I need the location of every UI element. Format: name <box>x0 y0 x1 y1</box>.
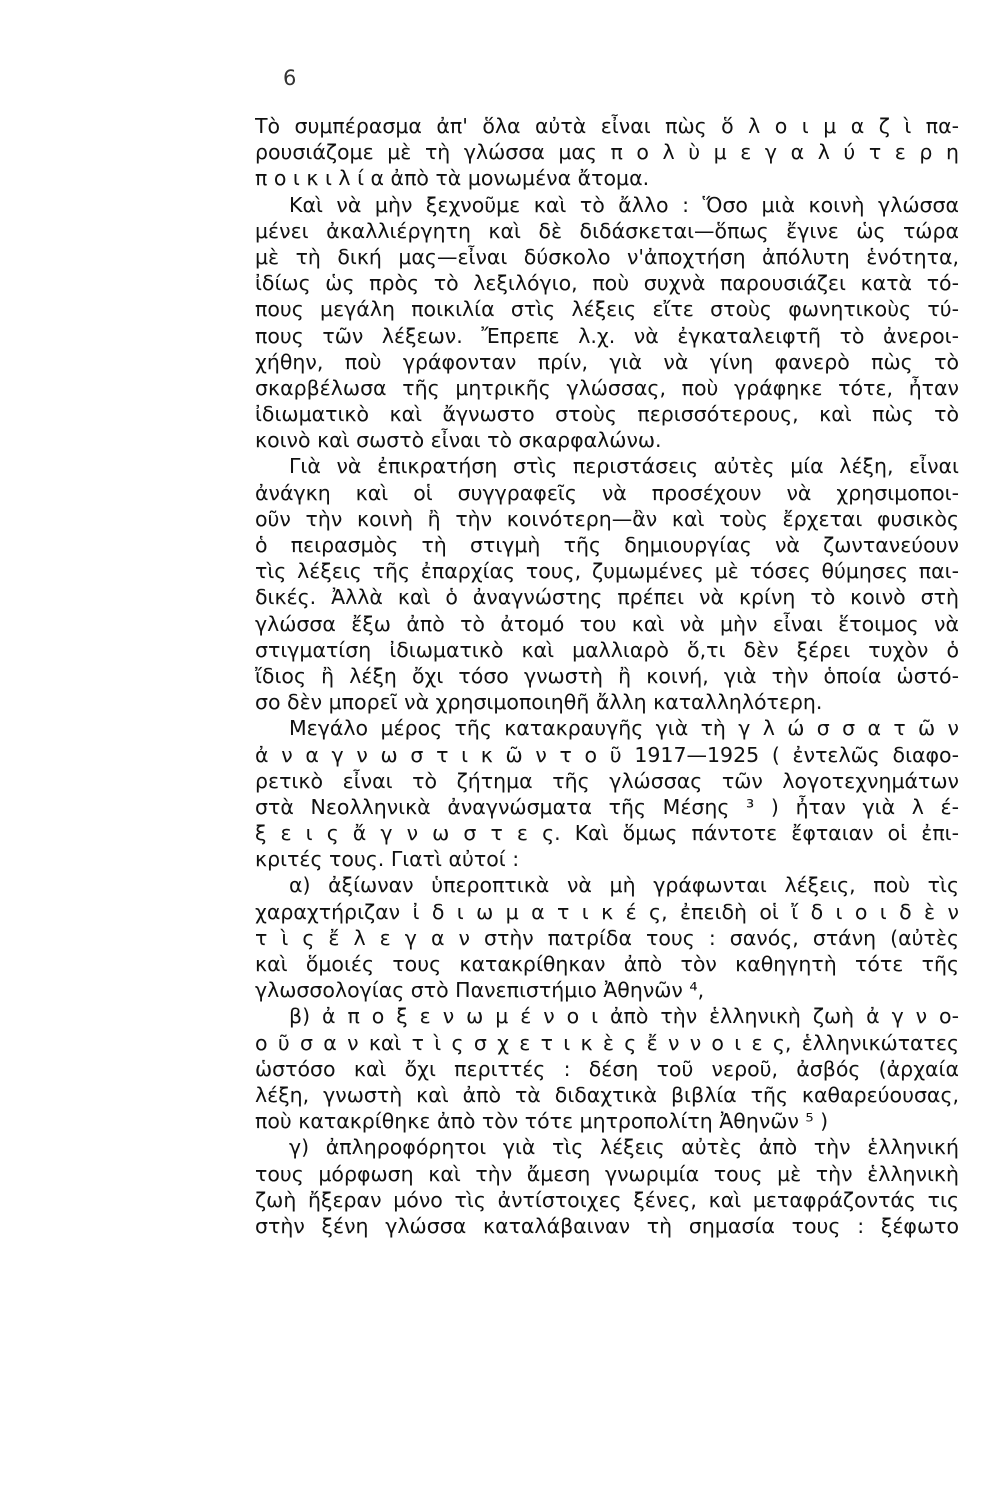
text-line: ζωὴ ἤξεραν μόνο τὶς ἀντίστοιχες ξένες, καὶ μεταφράζοντάς τις <box>255 1187 959 1212</box>
text-line: ἰδιωματικὸ καὶ ἄγνωστο στοὺς περισσότερους, καὶ πὼς τὸ <box>255 402 959 427</box>
text-line: τὶς λέξεις τῆς ἐπαρχίας τους, ζυμωμένες μὲ τόσες θύμησες παι- <box>255 559 959 584</box>
text-line: τους μόρφωση καὶ τὴν ἄμεση γνωριμία τους μὲ τὴν ἑλληνικὴ <box>255 1161 959 1186</box>
text-line: γλώσσα ἔξω ἀπὸ τὸ ἀτομό του καὶ νὰ μὴν εἶναι ἕτοιμος νὰ <box>255 611 959 636</box>
text-line: σο δὲν μπορεῖ νὰ χρησιμοποιηθῆ ἄλλη καταλληλότερη. <box>255 690 823 715</box>
text-line: κοινὸ καὶ σωστὸ εἶναι τὸ σκαρφαλώνω. <box>255 428 662 453</box>
text-line: μένει ἀκαλλιέργητη καὶ δὲ διδάσκεται—ὅπως ἔγινε ὡς τώρα <box>255 218 959 243</box>
text-line: ἀ ν α γ ν ω σ τ ι κ ῶ ν τ ο ῦ 1917—1925 ( ἐντελῶς διαφο- <box>255 742 959 767</box>
text-line: ὁ πειρασμὸς τὴ στιγμὴ τῆς δημιουργίας νὰ ζωντανεύουν <box>255 533 959 557</box>
text-line: μὲ τὴ δική μας—εἶναι δύσκολο ν'ἀποχτήση ἀπόλυτη ἑνότητα, <box>255 244 959 269</box>
text-line: χαραχτήριζαν ἰ δ ι ω μ α τ ι κ έ ς, ἐπειδὴ οἱ ἴ δ ι ο ι δ ὲ ν <box>255 899 959 924</box>
text-line: ο ῦ σ α ν καὶ τ ὶ ς σ χ ε τ ι κ ὲ ς ἔ ν ν ο ι ε ς, ἑλληνικώτατες <box>255 1030 959 1055</box>
text-line: στὴν ξένη γλώσσα καταλάβαιναν τὴ σημασία τους : ξέφωτο <box>255 1213 959 1238</box>
text-line: οῦν τὴν κοινὴ ἢ τὴν κοινότερη—ἂν καὶ τοὺς ἔρχεται φυσικὸς <box>255 506 959 531</box>
text-line: σκαρβέλωσα τῆς μητρικῆς γλώσσας, ποὺ γράφηκε τότε, ἦταν <box>255 375 959 400</box>
page-number: 6 <box>283 66 297 90</box>
text-line: πους μεγάλη ποικιλία στὶς λέξεις εἴτε στοὺς φωνητικοὺς τύ- <box>255 297 959 322</box>
text-line: ρουσιάζομε μὲ τὴ γλώσσα μας π ο λ ὺ μ ε γ α λ ύ τ ε ρ η <box>255 140 959 165</box>
text-line: χήθην, ποὺ γράφονταν πρίν, γιὰ νὰ γίνη φανερὸ πὼς τὸ <box>255 349 959 374</box>
text-line: ποὺ κατακρίθηκε ἀπὸ τὸν τότε μητροπολίτη Ἀθηνῶν ⁵ ) <box>255 1109 829 1134</box>
text-line: γ) ἀπληροφόρητοι γιὰ τὶς λέξεις αὐτὲς ἀπὸ τὴν ἑλληνική <box>289 1135 959 1160</box>
text-line: ἀνάγκη καὶ οἱ συγγραφεῖς νὰ προσέχουν νὰ χρησιμοποι- <box>255 480 959 505</box>
text-line: ὡστόσο καὶ ὄχι περιττές : δέση τοῦ νεροῦ, ἀσβός (ἀρχαία <box>255 1056 959 1081</box>
text-line: Τὸ συμπέρασμα ἀπ' ὅλα αὐτὰ εἶναι πὼς ὅ λ ο ι μ α ζ ὶ πα- <box>255 114 959 138</box>
text-line: ἴδιος ἢ λέξη ὄχι τόσο γνωστὴ ἢ κοινή, γιὰ τὴν ὁποία ὡστό- <box>255 663 959 688</box>
text-line: α) ἀξίωναν ὑπεροπτικὰ νὰ μὴ γράφωνται λέξεις, ποὺ τὶς <box>289 873 959 898</box>
text-line: β) ἀ π ο ξ ε ν ω μ έ ν ο ι ἀπὸ τὴν ἑλληνικὴ ζωὴ ἀ γ ν ο- <box>289 1004 959 1029</box>
text-line: Γιὰ νὰ ἐπικρατήση στὶς περιστάσεις αὐτὲς μία λέξη, εἶναι <box>289 454 959 479</box>
text-line: πους τῶν λέξεων. Ἔπρεπε λ.χ. νὰ ἐγκαταλειφτῆ τὸ ἀνεροι- <box>255 323 959 348</box>
text-line: λέξη, γνωστὴ καὶ ἀπὸ τὰ διδαχτικὰ βιβλία τῆς καθαρεύουσας, <box>255 1082 959 1107</box>
text-line: Καὶ νὰ μὴν ξεχνοῦμε καὶ τὸ ἄλλο : Ὅσο μιὰ κοινὴ γλώσσα <box>289 192 959 217</box>
text-line: δικές. Ἀλλὰ καὶ ὁ ἀναγνώστης πρέπει νὰ κρίνη τὸ κοινὸ στὴ <box>255 585 959 610</box>
text-line: ξ ε ι ς ἄ γ ν ω σ τ ε ς. Καὶ ὅμως πάντοτε ἔφταιαν οἱ ἐπι- <box>255 821 959 846</box>
text-line: π ο ι κ ι λ ί α ἀπὸ τὰ μονωμένα ἄτομα. <box>255 166 650 191</box>
text-line: στιγματίση ἰδιωματικὸ καὶ μαλλιαρὸ ὅ,τι δὲν ξέρει τυχὸν ὁ <box>255 637 959 662</box>
text-line: γλωσσολογίας στὸ Πανεπιστήμιο Ἀθηνῶν ⁴, <box>255 978 705 1003</box>
text-line: στὰ Νεολληνικὰ ἀναγνώσματα τῆς Μέσης ³ ) ἦταν γιὰ λ έ- <box>255 794 959 819</box>
text-line: κριτές τους. Γιατὶ αὐτοί : <box>255 847 520 872</box>
body-text <box>255 113 959 1239</box>
text-line: ἰδίως ὡς πρὸς τὸ λεξιλόγιο, ποὺ συχνὰ παρουσιάζει κατὰ τό- <box>255 271 959 296</box>
text-line: ρετικὸ εἶναι τὸ ζήτημα τῆς γλώσσας τῶν λογοτεχνημάτων <box>255 768 959 793</box>
text-line: καὶ ὅμοιές τους κατακρίθηκαν ἀπὸ τὸν καθηγητὴ τότε τῆς <box>255 952 959 976</box>
text-line: Μεγάλο μέρος τῆς κατακραυγῆς γιὰ τὴ γ λ ώ σ σ α τ ῶ ν <box>289 716 959 741</box>
text-line: τ ὶ ς ἔ λ ε γ α ν στὴν πατρίδα τους : σανός, στάνη (αὐτὲς <box>255 925 959 950</box>
